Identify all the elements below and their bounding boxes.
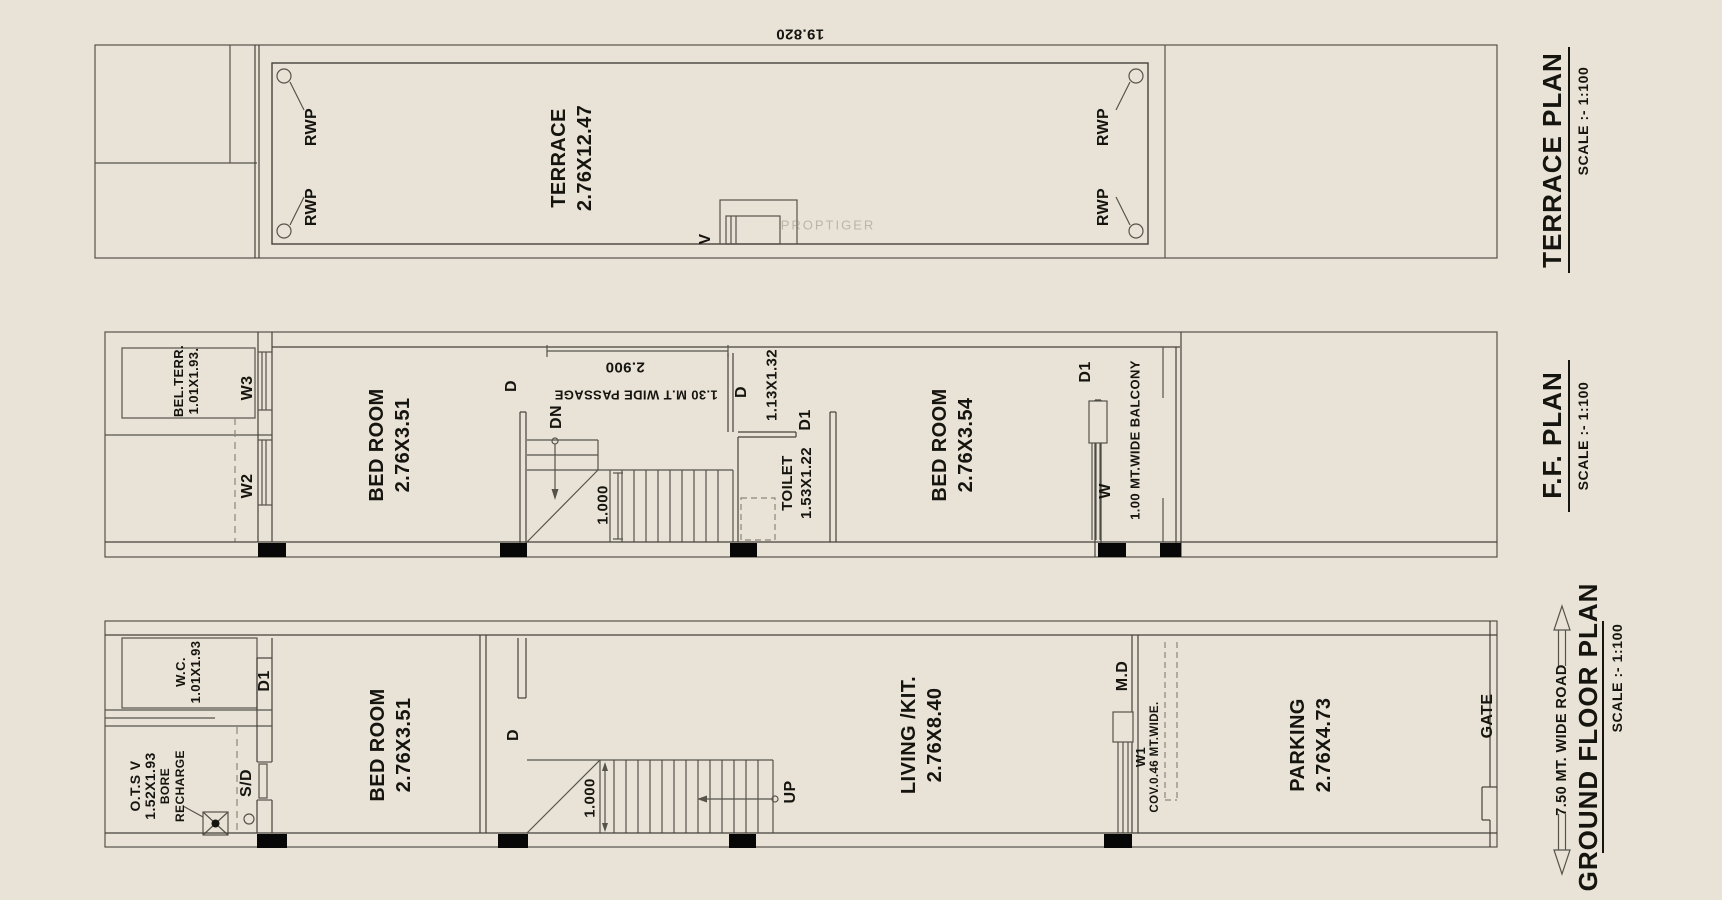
stair-dn-label: DN: [548, 405, 565, 429]
ff-plan-scale: SCALE :- 1:100: [1575, 381, 1591, 491]
ff-stairs: [527, 438, 733, 542]
stair-width-dimension-gf: 1.000: [581, 778, 599, 818]
watermark: PROPTIGER: [780, 217, 876, 233]
window-w3: [258, 352, 272, 410]
rwp-drain-symbols: [277, 69, 1143, 238]
room-label-bedroom2-ff: BED ROOM 2.76X3.54: [929, 388, 977, 502]
door-label-d: D: [503, 380, 520, 392]
ff-balcony-walls: [1163, 332, 1181, 557]
terrace-plan-title: TERRACE PLAN: [1537, 52, 1567, 268]
window-label-w1: W1 COV.0.46 MT.WIDE.: [1133, 701, 1161, 813]
main-door-label: M.D: [1114, 660, 1131, 692]
door-label-d1: D1: [1077, 361, 1094, 383]
gate-label: GATE: [1479, 693, 1496, 739]
gf-plan-linework: [105, 606, 1603, 874]
room-label-wc: W.C. 1.01X1.93: [173, 640, 203, 704]
window-w2: [258, 440, 272, 505]
balcony-label: 1.00 MT.WIDE BALCONY: [1127, 360, 1143, 520]
rwp-label: RWP: [303, 107, 320, 147]
ff-plan-title: F.F. PLAN: [1537, 371, 1567, 499]
sliding-door-label: S/D: [238, 769, 255, 797]
passage-label: 1.30 M.T WIDE PASSAGE: [554, 387, 718, 403]
passage-dimension: 2.900: [605, 358, 645, 376]
gf-columns: [257, 834, 1132, 848]
terrace-plan-scale: SCALE :- 1:100: [1575, 66, 1591, 176]
room-label-bedroom1-ff: BED ROOM 2.76X3.51: [366, 388, 414, 502]
rwp-label: RWP: [1095, 187, 1112, 227]
room-label-terrace: TERRACE 2.76X12.47: [548, 104, 596, 212]
room-label-parking: PARKING 2.76X4.73: [1287, 697, 1335, 793]
gf-plan-title: GROUND FLOOR PLAN: [1573, 582, 1603, 892]
door-label-d1: D1: [797, 409, 814, 431]
stair-up-label: UP: [782, 780, 799, 804]
rwp-label: RWP: [1095, 107, 1112, 147]
room-label-bel-terr: BEL.TERR. 1.01X1.93.: [171, 344, 201, 418]
window-w: [1089, 400, 1107, 557]
room-label-toilet: TOILET 1.53X1.22: [779, 447, 815, 519]
ff-columns: [258, 543, 1181, 557]
vent-label: V: [697, 233, 714, 245]
window-label-w: W: [1097, 483, 1114, 499]
gf-stairs: [527, 760, 778, 833]
ff-plan-linework: [105, 332, 1569, 557]
stair-width-dimension-ff: 1.000: [594, 485, 612, 525]
gf-plan-scale: SCALE :- 1:100: [1609, 623, 1625, 733]
rwp-label: RWP: [303, 187, 320, 227]
door-label-d1: D1: [256, 670, 273, 692]
window-label-w2: W2: [239, 473, 256, 499]
terrace-plan-linework: [95, 45, 1569, 273]
road-label: 7.50 MT. WIDE ROAD: [1553, 664, 1570, 816]
room-label-living-kitchen: LIVING /KIT. 2.76X8.40: [898, 675, 946, 795]
door-label-d: D: [505, 729, 522, 741]
plot-length-dimension: 19.820: [775, 25, 825, 43]
bore-recharge-symbol: [183, 806, 228, 835]
room-label-bedroom-gf: BED ROOM 2.76X3.51: [367, 688, 415, 802]
door-label-d: D: [733, 386, 750, 398]
lobby-dimension: 1.13X1.32: [763, 349, 781, 421]
room-label-ots: O.T.S V 1.52X1.93 BORE RECHARGE: [127, 750, 187, 822]
window-label-w3: W3: [239, 375, 256, 401]
